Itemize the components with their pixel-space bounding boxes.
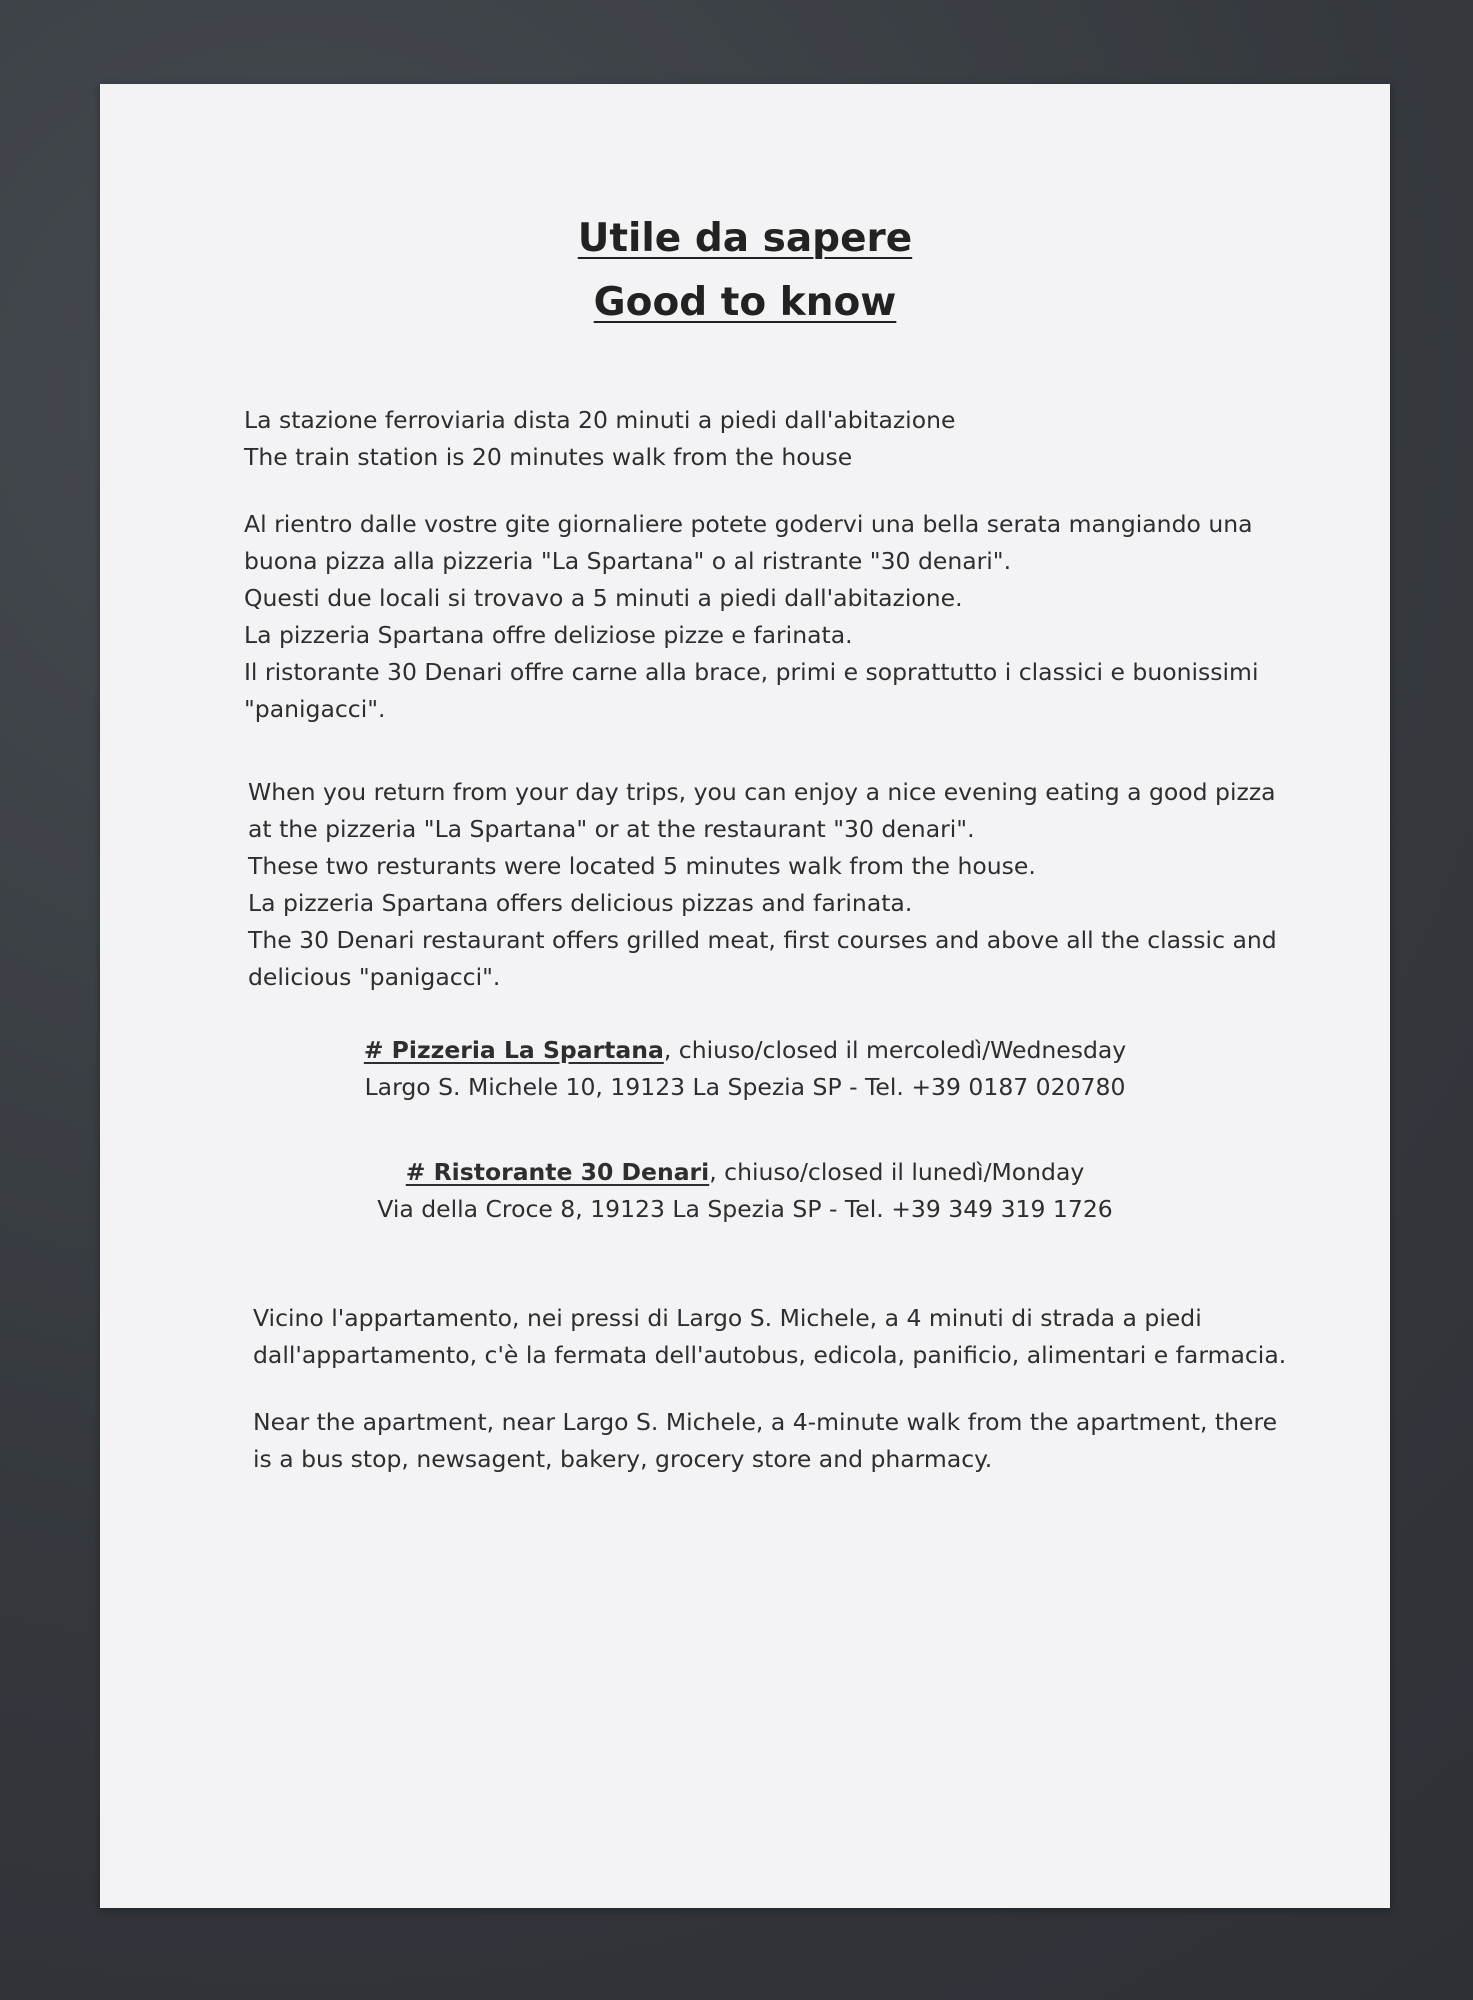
dining-it-line: Il ristorante 30 Denari offre carne alla brace, primi e soprattutto i classici e buonissimi: [244, 658, 1259, 686]
restaurant-name: # Pizzeria La Spartana: [363, 1036, 664, 1064]
nearby-en-line: Near the apartment, near Largo S. Michele, a 4-minute walk from the apartment, there: [253, 1408, 1278, 1436]
closing-day: , chiuso/closed il lunedì/Monday: [709, 1158, 1085, 1186]
nearby-en-line: is a bus stop, newsagent, bakery, grocery store and pharmacy.: [253, 1445, 993, 1473]
dining-en-line: La pizzeria Spartana offers delicious pizzas and farinata.: [248, 889, 913, 917]
nearby-it-line: Vicino l'appartamento, nei pressi di Largo S. Michele, a 4 minuti di strada a piedi: [253, 1304, 1202, 1332]
dining-en-line: These two resturants were located 5 minutes walk from the house.: [248, 852, 1036, 880]
dining-paragraph-english: [248, 774, 1308, 996]
nearby-it-line: dall'appartamento, c'è la fermata dell'autobus, edicola, panificio, alimentari e farmacia.: [253, 1341, 1287, 1369]
title-italian: Utile da sapere: [577, 216, 913, 261]
restaurant-address: Largo S. Michele 10, 19123 La Spezia SP - Tel. +39 0187 020780: [364, 1073, 1126, 1101]
dining-it-line: Questi due locali si trovavo a 5 minuti a piedi dall'abitazione.: [244, 584, 963, 612]
dining-it-line: buona pizza alla pizzeria "La Spartana" o al ristrante "30 denari".: [244, 547, 1012, 575]
dining-en-line: When you return from your day trips, you can enjoy a nice evening eating a good pizza: [248, 778, 1276, 806]
nearby-paragraph-italian: [253, 1300, 1313, 1374]
dining-en-line: delicious "panigacci".: [248, 963, 501, 991]
station-line-it: La stazione ferroviaria dista 20 minuti a piedi dall'abitazione: [244, 406, 956, 434]
dining-it-line: La pizzeria Spartana offre deliziose pizze e farinata.: [244, 621, 853, 649]
contact-heading: [100, 1032, 1390, 1069]
dining-it-line: "panigacci".: [244, 695, 386, 723]
contact-pizzeria-la-spartana: [100, 1032, 1390, 1106]
title-english: Good to know: [593, 280, 897, 325]
contact-heading: [100, 1154, 1390, 1191]
nearby-paragraph-english: [253, 1404, 1313, 1478]
restaurant-address: Via della Croce 8, 19123 La Spezia SP - Tel. +39 349 319 1726: [377, 1195, 1113, 1223]
restaurant-name: # Ristorante 30 Denari: [405, 1158, 710, 1186]
station-line-en: The train station is 20 minutes walk from the house: [244, 443, 853, 471]
dining-paragraph-italian: [244, 506, 1304, 728]
contact-ristorante-30-denari: [100, 1154, 1390, 1228]
dining-en-line: at the pizzeria "La Spartana" or at the restaurant "30 denari".: [248, 815, 975, 843]
closing-day: , chiuso/closed il mercoledì/Wednesday: [663, 1036, 1127, 1064]
paper-sheet: [100, 84, 1390, 1908]
dining-en-line: The 30 Denari restaurant offers grilled meat, first courses and above all the classic and: [248, 926, 1277, 954]
station-paragraph: [244, 402, 1304, 476]
dining-it-line: Al rientro dalle vostre gite giornaliere potete godervi una bella serata mangiando una: [244, 510, 1253, 538]
